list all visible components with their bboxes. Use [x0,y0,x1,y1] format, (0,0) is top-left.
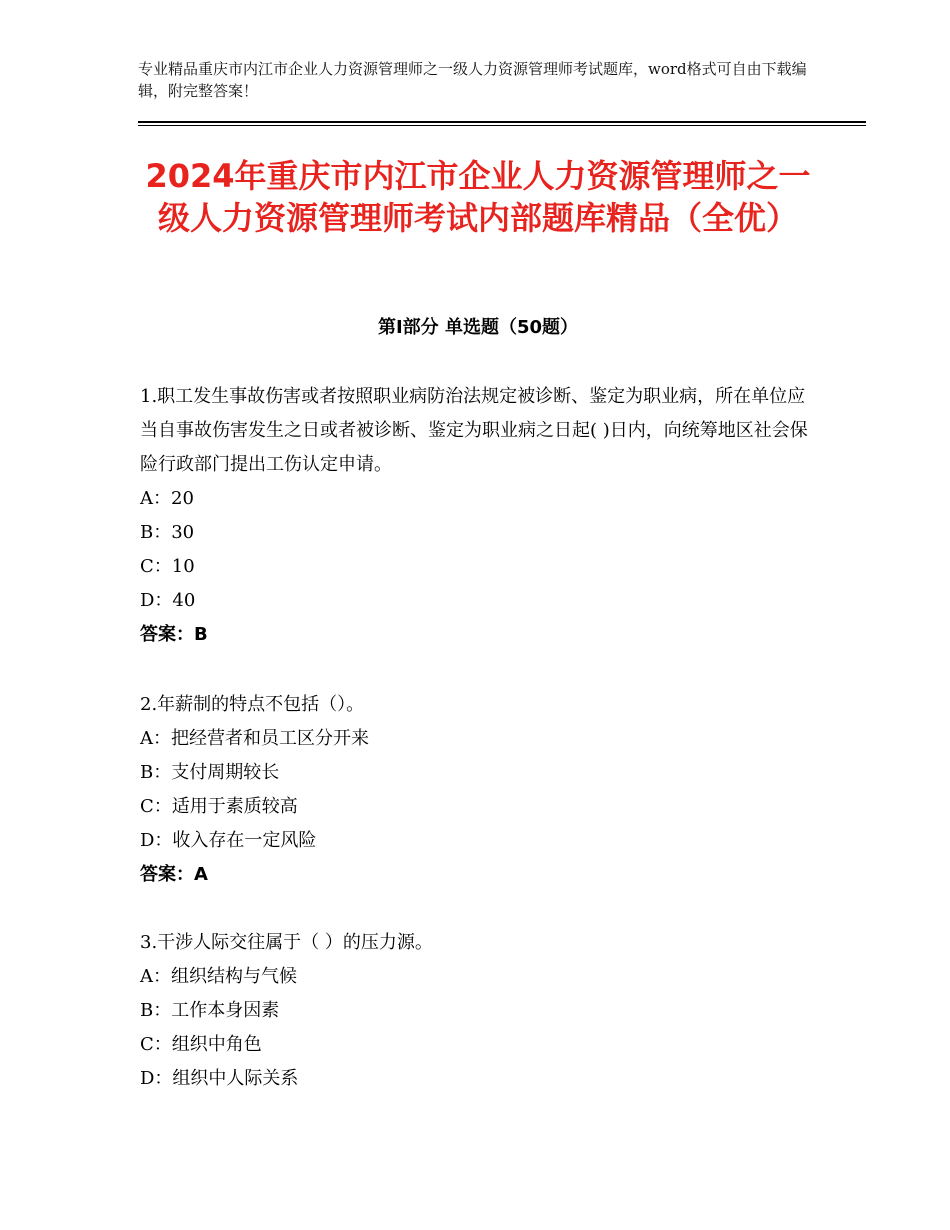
option-d: D：组织中人际关系 [140,1068,299,1089]
header-rule-thick [138,121,866,123]
option-c: C：10 [140,556,195,577]
option-b: B：工作本身因素 [140,1000,280,1021]
question-3 [140,926,820,1096]
question-stem: 1.职工发生事故伤害或者按照职业病防治法规定被诊断、鉴定为职业病，所在单位应当自事故伤害发生之日或者被诊断、鉴定为职业病之日起( )日内，向统筹地区社会保险行政部门提出工伤认定申请。 [140,386,808,475]
question-1 [140,380,820,652]
answer: 答案：B [140,624,208,645]
option-a: A：20 [140,488,194,509]
section-title: 第Ⅰ部分 单选题（50题） [377,317,578,338]
option-d: D：40 [140,590,196,611]
option-c: C：组织中角色 [140,1034,262,1055]
option-c: C：适用于素质较高 [140,796,298,817]
option-b: B：30 [140,522,195,543]
question-stem: 2.年薪制的特点不包括（）。 [140,694,365,715]
option-d: D：收入存在一定风险 [140,830,317,851]
question-stem: 3.干涉人际交往属于（ ）的压力源。 [140,932,433,953]
option-b: B：支付周期较长 [140,762,280,783]
option-a: A：组织结构与气候 [140,966,297,987]
header-rule-thin [138,125,866,126]
answer: 答案：A [140,864,208,885]
question-2 [140,688,820,892]
document-title: 2024年重庆市内江市企业人力资源管理师之一级人力资源管理师考试内部题库精品（全优） [145,157,811,237]
option-a: A：把经营者和员工区分开来 [140,728,369,749]
header-note: 专业精品重庆市内江市企业人力资源管理师之一级人力资源管理师考试题库，word格式可自由下载编辑，附完整答案！ [138,60,807,100]
